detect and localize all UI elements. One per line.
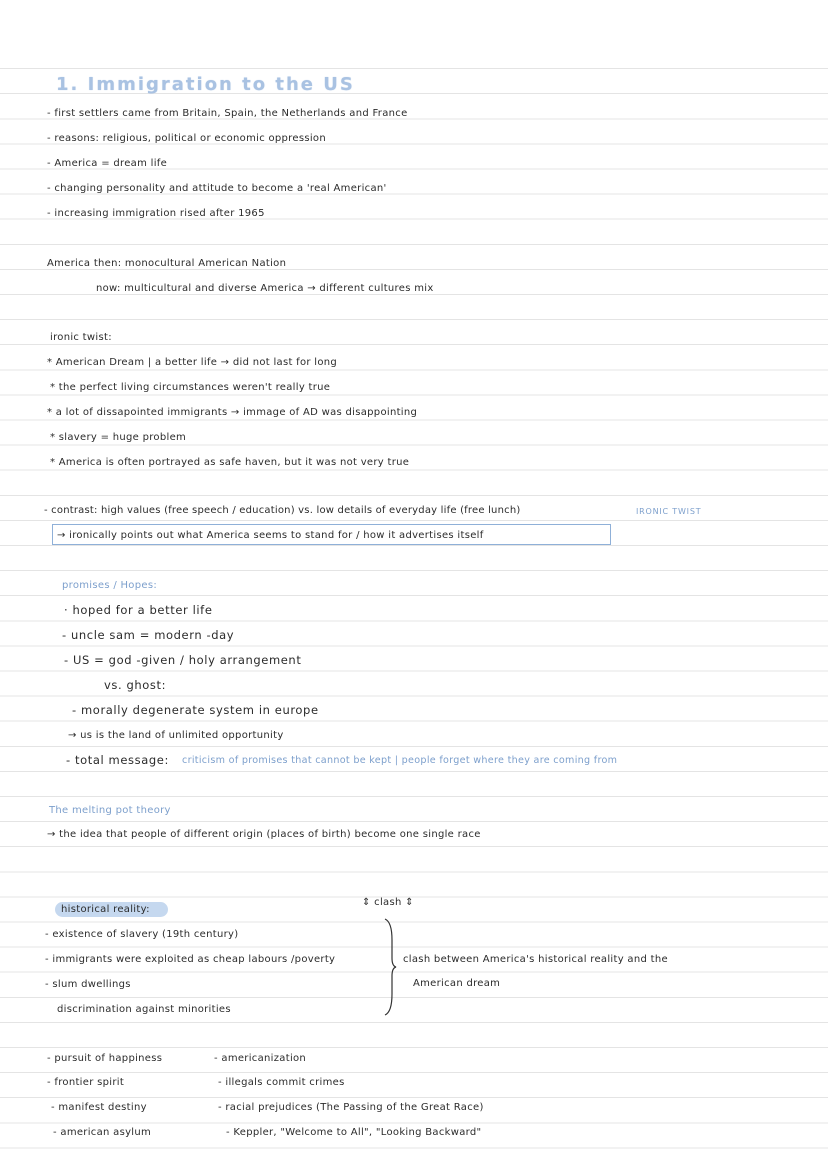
ironic-item: * slavery = huge problem <box>50 432 187 443</box>
bottom-left-item: - frontier spirit <box>47 1077 125 1088</box>
note-line: - reasons: religious, political or economic oppression <box>47 133 326 144</box>
then-line: America then: monocultural American Nation <box>47 258 287 269</box>
bottom-right-item: - racial prejudices (The Passing of the Great Race) <box>218 1102 484 1113</box>
promise-item: - uncle sam = modern -day <box>62 628 235 642</box>
clash-label: ⇕ clash ⇕ <box>362 897 414 908</box>
ironic-item: * a lot of dissapointed immigrants → immage of AD was disappointing <box>47 407 418 418</box>
promise-item: · hoped for a better life <box>64 603 213 617</box>
note-line: - increasing immigration rised after 1965 <box>47 208 265 219</box>
curly-brace-icon <box>383 918 397 1016</box>
bottom-right-item: - americanization <box>214 1053 307 1064</box>
total-message-label: - total message: <box>66 753 169 767</box>
promise-item: - US = god -given / holy arrangement <box>64 653 302 667</box>
melting-pot-heading: The melting pot theory <box>49 805 171 816</box>
melting-pot-text: → the idea that people of different origin (places of birth) become one single race <box>47 829 481 840</box>
contrast-line: - contrast: high values (free speech / education) vs. low details of everyday life (free lunch) <box>44 505 521 516</box>
now-line: now: multicultural and diverse America → different cultures mix <box>96 283 434 294</box>
historical-item: - immigrants were exploited as cheap labours /poverty <box>45 954 336 965</box>
ironic-twist-tag: IRONIC TWIST <box>636 507 702 516</box>
ironic-item: * American Dream | a better life → did not last for long <box>47 357 338 368</box>
note-line: - changing personality and attitude to become a 'real American' <box>47 183 387 194</box>
boxed-line: → ironically points out what America seems to stand for / how it advertises itself <box>57 530 484 541</box>
clash-text: American dream <box>413 978 501 989</box>
ironic-item: * America is often portrayed as safe haven, but it was not very true <box>50 457 410 468</box>
historical-heading: historical reality: <box>61 904 150 915</box>
bottom-left-item: - pursuit of happiness <box>47 1053 163 1064</box>
historical-item: - existence of slavery (19th century) <box>45 929 239 940</box>
promise-item: - morally degenerate system in europe <box>72 703 319 717</box>
total-message-text: criticism of promises that cannot be kept | people forget where they are coming from <box>182 755 618 766</box>
bottom-right-item: - illegals commit crimes <box>218 1077 345 1088</box>
bottom-left-item: - manifest destiny <box>51 1102 147 1113</box>
bottom-left-item: - american asylum <box>53 1127 152 1138</box>
historical-item: - slum dwellings <box>45 979 131 990</box>
note-line: - America = dream life <box>47 158 168 169</box>
promise-item: vs. ghost: <box>104 678 167 692</box>
bottom-right-item: - Keppler, "Welcome to All", "Looking Backward" <box>226 1127 482 1138</box>
ironic-item: * the perfect living circumstances weren't really true <box>50 382 331 393</box>
historical-item: discrimination against minorities <box>57 1004 231 1015</box>
clash-text: clash between America's historical reality and the <box>403 954 668 965</box>
promises-heading: promises / Hopes: <box>62 580 157 591</box>
promise-item: → us is the land of unlimited opportunity <box>68 730 284 741</box>
page-title: 1. Immigration to the US <box>56 74 355 95</box>
note-line: - first settlers came from Britain, Spain, the Netherlands and France <box>47 108 408 119</box>
ironic-heading: ironic twist: <box>50 332 112 343</box>
